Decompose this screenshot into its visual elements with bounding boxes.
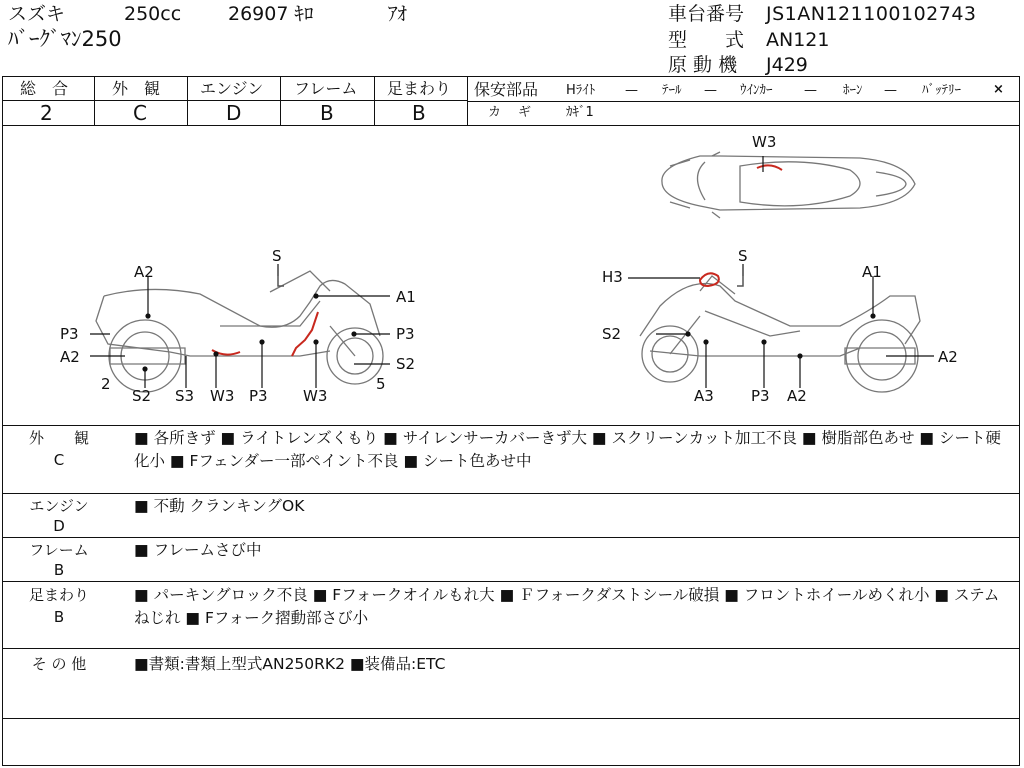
safety-mark-tail: — bbox=[704, 83, 717, 98]
remark-grade-exterior: C bbox=[53, 451, 65, 469]
engine-label: 原 動 機 bbox=[668, 54, 738, 76]
label-right-a2: A2 bbox=[787, 387, 807, 405]
safety-item-winker: ｳｲﾝｶｰ bbox=[740, 83, 773, 98]
label-right-a3: A3 bbox=[694, 387, 714, 405]
label-left-5: 5 bbox=[376, 375, 386, 393]
grade-label-engine: エンジン bbox=[200, 79, 264, 98]
remark-text-exterior: ■ 各所きず ■ ライトレンズくもり ■ サイレンサーカバーきず大 ■ スクリーンカット加工不良 ■ 樹脂部色あせ ■ シート硬化小 ■ Fフェンダー一部ペイント不良 ■ シート色あせ中 bbox=[134, 429, 1002, 470]
label-left-s3: S3 bbox=[175, 387, 195, 405]
remark-title-frame: フレーム bbox=[29, 541, 89, 559]
label-right-p3: P3 bbox=[751, 387, 770, 405]
key-value: ｶｷﾞ1 bbox=[566, 105, 594, 120]
mileage: 26907 ｷﾛ bbox=[228, 3, 314, 25]
remark-grade-engine: D bbox=[53, 517, 65, 535]
grade-label-exterior: 外 観 bbox=[112, 79, 161, 98]
safety-mark-battery: × bbox=[993, 82, 1004, 97]
grade-value-suspension: B bbox=[412, 101, 426, 125]
remark-text-suspension: ■ パーキングロック不良 ■ Fフォークオイルもれ大 ■ Ｆフォークダストシール破損 ■ フロントホイールめくれ小 ■ ステムねじれ ■ Fフォーク摺動部さび小 bbox=[134, 586, 1000, 627]
displacement: 250cc bbox=[124, 3, 182, 25]
grade-label-overall: 総 合 bbox=[20, 79, 69, 98]
remark-text-other: ■書類:書類上型式AN250RK2 ■装備品:ETC bbox=[134, 655, 446, 673]
label-left-p3-right: P3 bbox=[396, 325, 415, 343]
grade-value-exterior: C bbox=[133, 101, 147, 125]
safety-item-headlight: Hﾗｲﾄ bbox=[566, 83, 596, 98]
grade-value-engine: D bbox=[226, 101, 242, 125]
safety-mark-horn: — bbox=[884, 83, 897, 98]
label-right-s2: S2 bbox=[602, 325, 622, 343]
label-left-s2-right: S2 bbox=[396, 355, 416, 373]
safety-item-horn: ﾎｰﾝ bbox=[843, 83, 863, 98]
label-left-s2: S2 bbox=[132, 387, 152, 405]
leader-lines bbox=[90, 156, 934, 388]
frame-no-label: 車台番号 bbox=[668, 3, 745, 25]
label-left-p3-bottom: P3 bbox=[249, 387, 268, 405]
label-top-w3: W3 bbox=[752, 133, 777, 151]
frame-no: JS1AN121100102743 bbox=[766, 3, 977, 25]
key-label: カ ギ bbox=[488, 105, 534, 120]
label-left-a2: A2 bbox=[60, 348, 80, 366]
label-left-s: S bbox=[272, 247, 282, 265]
remark-title-suspension: 足まわり bbox=[28, 586, 89, 604]
label-left-w3: W3 bbox=[210, 387, 235, 405]
grade-label-suspension: 足まわり bbox=[387, 79, 452, 98]
damage-marks bbox=[212, 165, 782, 356]
remark-grade-frame: B bbox=[53, 561, 65, 579]
type-label: 型 式 bbox=[668, 29, 745, 51]
safety-label: 保安部品 bbox=[474, 80, 539, 99]
grade-value-overall: 2 bbox=[40, 101, 53, 125]
label-right-h3: H3 bbox=[602, 268, 623, 286]
remark-text-frame: ■ フレームさび中 bbox=[134, 541, 262, 559]
top-view-scooter bbox=[662, 152, 915, 218]
grade-value-frame: B bbox=[320, 101, 334, 125]
engine-value: J429 bbox=[766, 54, 808, 76]
grade-label-frame: フレーム bbox=[294, 79, 358, 98]
left-side-scooter bbox=[96, 271, 383, 392]
color: ｱｵ bbox=[388, 3, 408, 25]
remark-text-engine: ■ 不動 クランキングOK bbox=[134, 497, 305, 515]
label-left-w3-bottom: W3 bbox=[303, 387, 328, 405]
label-right-a2-right: A2 bbox=[938, 348, 958, 366]
remark-grade-suspension: B bbox=[53, 608, 65, 626]
label-left-a2-top: A2 bbox=[134, 263, 154, 281]
label-right-a1: A1 bbox=[862, 263, 882, 281]
remark-title-other: そ の 他 bbox=[31, 655, 87, 673]
model-name: ﾊﾞｰｸﾞﾏﾝ250 bbox=[8, 27, 122, 51]
type-value: AN121 bbox=[766, 29, 830, 51]
label-left-a1: A1 bbox=[396, 288, 416, 306]
safety-item-battery: ﾊﾞｯﾃﾘｰ bbox=[922, 83, 961, 98]
safety-item-tail: ﾃｰﾙ bbox=[662, 83, 682, 98]
maker: スズキ bbox=[8, 3, 66, 25]
remark-title-exterior: 外 観 bbox=[28, 429, 89, 447]
safety-mark-headlight: — bbox=[625, 83, 638, 98]
safety-divider bbox=[468, 101, 1020, 102]
safety-mark-winker: — bbox=[804, 83, 817, 98]
label-left-p3-left: P3 bbox=[60, 325, 79, 343]
remark-title-engine: エンジン bbox=[29, 497, 89, 515]
label-right-s: S bbox=[738, 247, 748, 265]
label-left-2: 2 bbox=[101, 375, 111, 393]
